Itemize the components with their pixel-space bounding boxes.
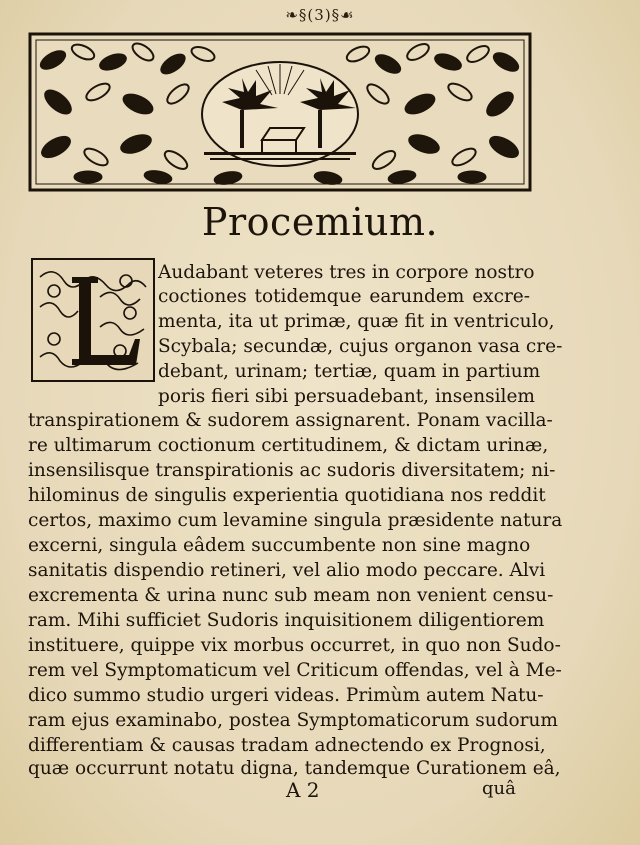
text-line-16: instituere, quippe vix morbus occurret, in quo non Sudo- [28, 635, 561, 656]
text-line-8: re ultimarum coctionum certitudinem, & dictam urinæ, [28, 435, 549, 456]
text-line-13: sanitatis dispendio retineri, vel alio modo peccare. Alvi [28, 560, 546, 581]
catchword: quâ [482, 778, 516, 799]
text-line-10: hilominus de singulis experientia quotidiana nos reddit [28, 485, 546, 506]
text-line-4: Scybala; secundæ, cujus organon vasa cre- [158, 336, 563, 357]
page-number-ornament: ❧§(3)§☙ [285, 6, 355, 24]
text-line-1: Audabant veteres tres in corpore nostro [158, 262, 535, 283]
text-line-3: menta, ita ut primæ, quæ fit in ventriculo, [158, 311, 555, 332]
woodcut-header-banner [28, 32, 532, 192]
text-line-9: insensilisque transpirationis ac sudoris diversitatem; ni- [28, 460, 556, 481]
text-line-7: transpirationem & sudorem assignarent. Ponam vacilla- [28, 410, 553, 431]
text-line-2: coctiones totidemque earundem excre- [158, 286, 530, 307]
text-line-21: quæ occurrunt notatu digna, tandemque Curationem eâ, [28, 758, 561, 779]
text-line-5: debant, urinam; tertiæ, quam in partium [158, 361, 541, 382]
text-line-14: excrementa & urina nunc sub meam non venient censu- [28, 585, 554, 606]
text-line-20: differentiam & causas tradam adnectendo ex Prognosi, [28, 735, 546, 756]
chapter-title: Procemium. [201, 200, 439, 244]
text-line-6: poris fieri sibi persuadebant, insensilem [158, 386, 535, 407]
text-line-17: rem vel Symptomaticum vel Criticum offendas, vel à Me- [28, 660, 562, 681]
signature-mark: A 2 [286, 778, 320, 802]
text-line-15: ram. Mihi sufficiet Sudoris inquisitionem diligentiorem [28, 610, 545, 631]
text-line-19: ram ejus examinabo, postea Symptomaticorum sudorum [28, 710, 558, 731]
text-line-18: dico summo studio urgeri videas. Primùm autem Natu- [28, 685, 544, 706]
text-line-12: excerni, singula eâdem succumbente non sine magno [28, 535, 531, 556]
text-line-11: certos, maximo cum levamine singula præsidente natura [28, 510, 563, 531]
